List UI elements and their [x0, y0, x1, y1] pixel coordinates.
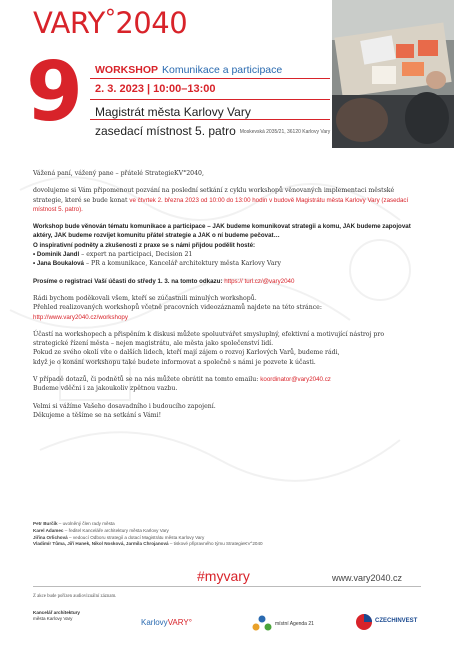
guest-name: • Dominik Jandl [33, 251, 80, 259]
workshop-photo [332, 0, 454, 148]
website-link[interactable]: www.vary2040.cz [332, 573, 403, 583]
signature-line: Karel Adamec – ředitel Kanceláře architektury města Karlovy Vary [33, 527, 169, 533]
workshop-number: 9 [26, 45, 84, 140]
paragraph-topic: Workshop bude věnován tématu komunikace a participace – JAK budeme komunikovat strategii a komu, JAK budeme zapojovat aktéry, JAK budeme rozvíjet komunitu přátel strategie a JAK o ní budeme pečovat… O inspirativní podněty a zkušenosti z praxe se s námi přijdou podělit hosté: • Dominik Jandl – expert na participaci, Decision 21 • Jana Boukalová – PR a komunikace, Kancelář architektury města Karlovy Vary [33, 223, 411, 268]
agenda-icon [251, 614, 273, 634]
paragraph-participation: Účastí na workshopech a přispěním k diskusi můžete spoluutvářet smysluplný, efektivní a motivující nástroj pro strategické řízení města – nejen magistrátu, ale města jako společenství lidí. Pokud ze svého okolí víte o dalších lidech, kteří mají zájem o rozvoj Karlových Varů, budeme rádi, když je o konání workshopu také budete informovat a společně s námi je pozvete k účasti. [33, 330, 385, 366]
czechinvest-icon [355, 613, 373, 631]
divider [90, 78, 330, 79]
workshop-tag: WORKSHOP [95, 64, 158, 76]
signature-line: Jiřina Orlichová – vedoucí Odboru strategií a dotací Magistrátu města Karlovy Vary [33, 534, 205, 540]
footer-divider [33, 586, 421, 587]
hashtag: #myvary [197, 568, 250, 584]
registration-link[interactable]: https:// turl.cz/@vary2040 [224, 277, 295, 285]
recording-note: Z akce bude pořízen audiovizuální záznam. [33, 594, 117, 599]
brand-logo: VARY°2040 [33, 6, 188, 40]
logo-czechinvest: CZECHINVEST [355, 613, 435, 631]
divider [90, 99, 330, 100]
logo-kancelar-architektury: Kancelář architektury města Karlovy Vary [33, 610, 80, 621]
invitation-body [33, 169, 421, 428]
workshop-date: 2. 3. 2023 | 10:00–13:00 [95, 83, 216, 95]
signatures [33, 521, 263, 548]
workshop-place: Magistrát města Karlovy Vary [95, 105, 251, 119]
logo-karlovy-vary: KarlovyVARY° [141, 618, 192, 627]
workshop-topic: Komunikace a participace [162, 64, 283, 76]
signature-line: Vladimír Tůma, Jiří Hanek, Nikol Nosková, Jarmila Chrojanová – tiskové připravného týmu StrategieKV°2040 [33, 541, 263, 547]
header [0, 0, 454, 150]
contact-email-link[interactable]: koordinator@vary2040.cz [260, 376, 331, 384]
paragraph-closing: Velmi si vážíme Vašeho dosavadního i budoucího zapojení. Děkujeme a těšíme se na setkání s Vámi! [33, 402, 216, 419]
signature-line: Petr Burčík – uvolněný člen rady města [33, 521, 115, 526]
guest-name: • Jana Boukalová [33, 260, 84, 268]
address: Moskevská 2035/21, 36120 Karlovy Vary [239, 128, 331, 135]
partner-logos [33, 610, 433, 636]
paragraph-contact: V případě dotazů, či podnětů se na nás můžete obrátit na tomto emailu: koordinator@vary2040.cz Budeme vděčni i za jakoukoliv zpětnou vazbu. [33, 376, 331, 393]
paragraph-thanks: Rádi bychom poděkovali všem, kteří se zúčastnili minulých workshopů. Přehled realizovaných workshopů včetně pracovních videozáznamů najdete na této stránce: http://www.vary2040.cz/workshopy [33, 294, 421, 322]
paragraph-intro: dovolujeme si Vám připomenout pozvání na poslední setkání z cyklu workshopů věnovaných implementaci městské strategie, které se bude konat ve čtvrtek 2. března 2023 od 10:00 do 13:00 hodin v budově Magistrátu města Karlovy Vary (zasedací místnost 5. patro). [33, 187, 409, 213]
registration: Prosíme o registraci Vaší účasti do středy 1. 3. na tomto odkazu: https:// turl.cz/@vary2040 [33, 277, 295, 285]
divider [90, 119, 330, 120]
workshops-link[interactable]: http://www.vary2040.cz/workshopy [33, 313, 128, 321]
greeting: Vážená paní, vážený pane – přátelé StrategieKV°2040, [33, 170, 204, 177]
workshop-title [95, 64, 282, 76]
workshop-room: zasedací místnost 5. patro Moskevská 2035/21, 36120 Karlovy Vary [95, 124, 331, 138]
logo-mistni-agenda-21: místní Agenda 21 [251, 614, 341, 634]
